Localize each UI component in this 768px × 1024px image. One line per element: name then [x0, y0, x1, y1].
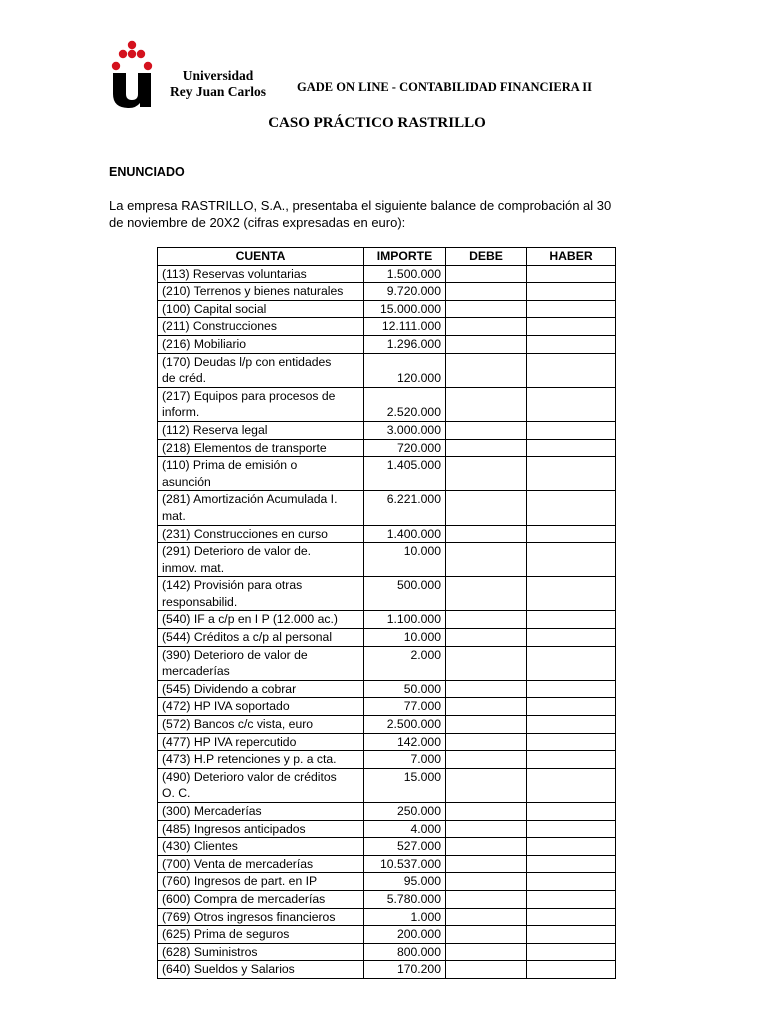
credit-cell [527, 646, 616, 680]
table-row [158, 820, 616, 838]
credit-cell [527, 457, 616, 491]
account-name-line: (211) Construcciones [162, 319, 277, 334]
amount-cell: 200.000 [364, 926, 446, 944]
account-cell [158, 751, 364, 769]
debit-cell [446, 943, 527, 961]
column-header-cuenta: CUENTA [158, 248, 364, 266]
account-name-line: (142) Provisión para otras [162, 578, 303, 593]
amount-cell: 7.000 [364, 751, 446, 769]
debit-cell [446, 716, 527, 734]
credit-cell [527, 768, 616, 802]
account-name-line: O. C. [162, 786, 191, 801]
university-logo [110, 40, 154, 108]
account-cell [158, 961, 364, 979]
account-name-line: (700) Venta de mercaderías [162, 856, 314, 871]
account-cell [158, 873, 364, 891]
credit-cell [527, 733, 616, 751]
credit-cell [527, 318, 616, 336]
university-name-line-1: Universidad [182, 68, 254, 83]
credit-cell [527, 680, 616, 698]
credit-cell [527, 698, 616, 716]
debit-cell [446, 577, 527, 611]
table-row [158, 387, 616, 421]
account-name-line: asunción [162, 474, 211, 489]
debit-cell [446, 873, 527, 891]
debit-cell [446, 611, 527, 629]
table-row [158, 733, 616, 751]
account-cell [158, 318, 364, 336]
account-cell [158, 803, 364, 821]
table-row [158, 491, 616, 525]
table-row [158, 890, 616, 908]
account-cell [158, 768, 364, 802]
account-cell [158, 838, 364, 856]
account-name-line: (473) H.P retenciones y p. a cta. [162, 752, 337, 767]
amount-cell: 95.000 [364, 873, 446, 891]
credit-cell [527, 751, 616, 769]
column-header-debe: DEBE [446, 248, 527, 266]
account-name-line: de créd. [162, 371, 207, 386]
account-cell [158, 265, 364, 283]
table-body [158, 265, 616, 978]
table-row [158, 457, 616, 491]
account-name-line: (218) Elementos de transporte [162, 440, 327, 455]
account-cell [158, 733, 364, 751]
account-name-line: (540) IF a c/p en I P (12.000 ac.) [162, 612, 338, 627]
account-name-line: (472) HP IVA soportado [162, 699, 290, 714]
debit-cell [446, 491, 527, 525]
course-title: GADE ON LINE - CONTABILIDAD FINANCIERA II [297, 80, 592, 94]
table-row [158, 577, 616, 611]
table-row [158, 353, 616, 387]
account-name-line: (300) Mercaderías [162, 804, 262, 818]
account-cell [158, 491, 364, 525]
account-name-line: (100) Capital social [162, 301, 267, 316]
account-name-line: mercaderías [162, 664, 230, 679]
amount-cell: 2.520.000 [364, 387, 446, 421]
account-cell [158, 890, 364, 908]
debit-cell [446, 525, 527, 543]
table-row [158, 300, 616, 318]
credit-cell [527, 908, 616, 926]
amount-cell: 10.537.000 [364, 855, 446, 873]
amount-cell: 6.221.000 [364, 491, 446, 525]
debit-cell [446, 335, 527, 353]
account-name-line: (628) Suministros [162, 944, 258, 959]
debit-cell [446, 820, 527, 838]
amount-cell: 720.000 [364, 439, 446, 457]
credit-cell [527, 387, 616, 421]
account-name-line: (769) Otros ingresos financieros [162, 909, 336, 924]
account-name-line: (110) Prima de emisión o [162, 458, 298, 473]
amount-cell: 142.000 [364, 733, 446, 751]
account-cell [158, 543, 364, 577]
amount-cell: 9.720.000 [364, 283, 446, 301]
account-name-line: (112) Reserva legal [162, 422, 268, 437]
account-name-line: (390) Deterioro de valor de [162, 647, 308, 662]
account-cell [158, 421, 364, 439]
table-row [158, 855, 616, 873]
trial-balance-table [157, 247, 616, 979]
debit-cell [446, 439, 527, 457]
debit-cell [446, 768, 527, 802]
account-name-line: (477) HP IVA repercutido [162, 734, 297, 749]
account-cell [158, 855, 364, 873]
amount-cell: 10.000 [364, 543, 446, 577]
account-name-line: mat. [162, 508, 186, 523]
account-cell [158, 680, 364, 698]
amount-cell: 50.000 [364, 680, 446, 698]
debit-cell [446, 803, 527, 821]
account-name-line: (291) Deterioro de valor de. [162, 544, 312, 559]
table-row [158, 768, 616, 802]
credit-cell [527, 265, 616, 283]
debit-cell [446, 733, 527, 751]
credit-cell [527, 855, 616, 873]
amount-cell: 12.111.000 [364, 318, 446, 336]
table-row [158, 265, 616, 283]
debit-cell [446, 300, 527, 318]
account-name-line: (545) Dividendo a cobrar [162, 681, 297, 696]
table-row [158, 680, 616, 698]
credit-cell [527, 421, 616, 439]
amount-cell: 4.000 [364, 820, 446, 838]
account-name-line: (430) Clientes [162, 839, 238, 854]
account-cell [158, 353, 364, 387]
amount-cell: 1.000 [364, 908, 446, 926]
debit-cell [446, 890, 527, 908]
crown-dots [112, 41, 152, 70]
account-name-line: (600) Compra de mercaderías [162, 891, 326, 906]
credit-cell [527, 491, 616, 525]
account-name-line: (760) Ingresos de part. en IP [162, 874, 318, 889]
account-name-line: (217) Equipos para procesos de [162, 388, 336, 403]
credit-cell [527, 838, 616, 856]
account-name-line: (625) Prima de seguros [162, 927, 290, 942]
account-name-line: (210) Terrenos y bienes naturales [162, 284, 344, 299]
account-name-line: responsabilid. [162, 594, 238, 609]
credit-cell [527, 629, 616, 647]
credit-cell [527, 353, 616, 387]
column-header-haber: HABER [527, 248, 616, 266]
credit-cell [527, 525, 616, 543]
account-name-line: (544) Créditos a c/p al personal [162, 630, 333, 645]
amount-cell: 250.000 [364, 803, 446, 821]
account-name-line: (281) Amortización Acumulada I. [162, 492, 338, 507]
amount-cell: 500.000 [364, 577, 446, 611]
account-cell [158, 577, 364, 611]
amount-cell: 10.000 [364, 629, 446, 647]
table-row [158, 926, 616, 944]
credit-cell [527, 803, 616, 821]
amount-cell: 527.000 [364, 838, 446, 856]
credit-cell [527, 543, 616, 577]
account-cell [158, 611, 364, 629]
amount-cell: 120.000 [364, 353, 446, 387]
debit-cell [446, 629, 527, 647]
credit-cell [527, 283, 616, 301]
account-name-line: (485) Ingresos anticipados [162, 821, 306, 836]
account-name-line: (170) Deudas l/p con entidades [162, 354, 332, 369]
amount-cell: 5.780.000 [364, 890, 446, 908]
account-name-line: (113) Reservas voluntarias [162, 266, 307, 281]
debit-cell [446, 283, 527, 301]
table-header-row [158, 248, 616, 266]
account-cell [158, 629, 364, 647]
amount-cell: 2.500.000 [364, 716, 446, 734]
table-row [158, 525, 616, 543]
account-cell [158, 439, 364, 457]
table-row [158, 646, 616, 680]
debit-cell [446, 318, 527, 336]
account-cell [158, 908, 364, 926]
table-row [158, 318, 616, 336]
debit-cell [446, 961, 527, 979]
credit-cell [527, 820, 616, 838]
debit-cell [446, 926, 527, 944]
credit-cell [527, 943, 616, 961]
account-cell [158, 646, 364, 680]
debit-cell [446, 543, 527, 577]
table-row [158, 961, 616, 979]
credit-cell [527, 961, 616, 979]
debit-cell [446, 751, 527, 769]
table-row [158, 283, 616, 301]
debit-cell [446, 265, 527, 283]
amount-cell: 2.000 [364, 646, 446, 680]
table-row [158, 629, 616, 647]
account-cell [158, 698, 364, 716]
credit-cell [527, 873, 616, 891]
amount-cell: 1.500.000 [364, 265, 446, 283]
table-row [158, 908, 616, 926]
amount-cell: 1.100.000 [364, 611, 446, 629]
university-name [170, 68, 266, 100]
account-name-line: (216) Mobiliario [162, 336, 246, 351]
account-cell [158, 943, 364, 961]
debit-cell [446, 646, 527, 680]
debit-cell [446, 680, 527, 698]
debit-cell [446, 855, 527, 873]
account-name-line: (572) Bancos c/c vista, euro [162, 717, 314, 732]
amount-cell: 15.000 [364, 768, 446, 802]
account-cell [158, 926, 364, 944]
table-row [158, 543, 616, 577]
table-row [158, 335, 616, 353]
debit-cell [446, 908, 527, 926]
account-cell [158, 457, 364, 491]
table-row [158, 439, 616, 457]
table-row [158, 873, 616, 891]
account-name-line: (490) Deterioro valor de créditos [162, 769, 337, 784]
credit-cell [527, 716, 616, 734]
account-name-line: inform. [162, 405, 200, 420]
table-row [158, 803, 616, 821]
amount-cell: 15.000.000 [364, 300, 446, 318]
account-cell [158, 716, 364, 734]
amount-cell: 800.000 [364, 943, 446, 961]
debit-cell [446, 838, 527, 856]
table-row [158, 838, 616, 856]
intro-paragraph: La empresa RASTRILLO, S.A., presentaba el siguiente balance de comprobación al 30 de noviembre de 20X2 (cifras expresadas en euro): [109, 198, 612, 230]
section-heading: ENUNCIADO [109, 165, 185, 179]
table-row [158, 751, 616, 769]
account-name-line: inmov. mat. [162, 560, 225, 575]
table-row [158, 421, 616, 439]
column-header-importe: IMPORTE [364, 248, 446, 266]
credit-cell [527, 926, 616, 944]
table-row [158, 611, 616, 629]
table-row [158, 716, 616, 734]
account-cell [158, 283, 364, 301]
credit-cell [527, 611, 616, 629]
credit-cell [527, 577, 616, 611]
debit-cell [446, 698, 527, 716]
credit-cell [527, 335, 616, 353]
credit-cell [527, 439, 616, 457]
amount-cell: 1.400.000 [364, 525, 446, 543]
amount-cell: 170.200 [364, 961, 446, 979]
account-cell [158, 387, 364, 421]
debit-cell [446, 387, 527, 421]
account-cell [158, 300, 364, 318]
table-row [158, 943, 616, 961]
credit-cell [527, 300, 616, 318]
debit-cell [446, 353, 527, 387]
page-title: CASO PRÁCTICO RASTRILLO [268, 115, 486, 131]
table-row [158, 698, 616, 716]
amount-cell: 77.000 [364, 698, 446, 716]
amount-cell: 1.405.000 [364, 457, 446, 491]
account-name-line: (231) Construcciones en curso [162, 526, 328, 541]
university-name-line-2: Rey Juan Carlos [170, 84, 267, 99]
account-name-line: (640) Sueldos y Salarios [162, 962, 295, 977]
account-cell [158, 335, 364, 353]
amount-cell: 3.000.000 [364, 421, 446, 439]
account-cell [158, 525, 364, 543]
credit-cell [527, 890, 616, 908]
debit-cell [446, 421, 527, 439]
amount-cell: 1.296.000 [364, 335, 446, 353]
logo-u-shape [113, 73, 151, 108]
debit-cell [446, 457, 527, 491]
account-cell [158, 820, 364, 838]
